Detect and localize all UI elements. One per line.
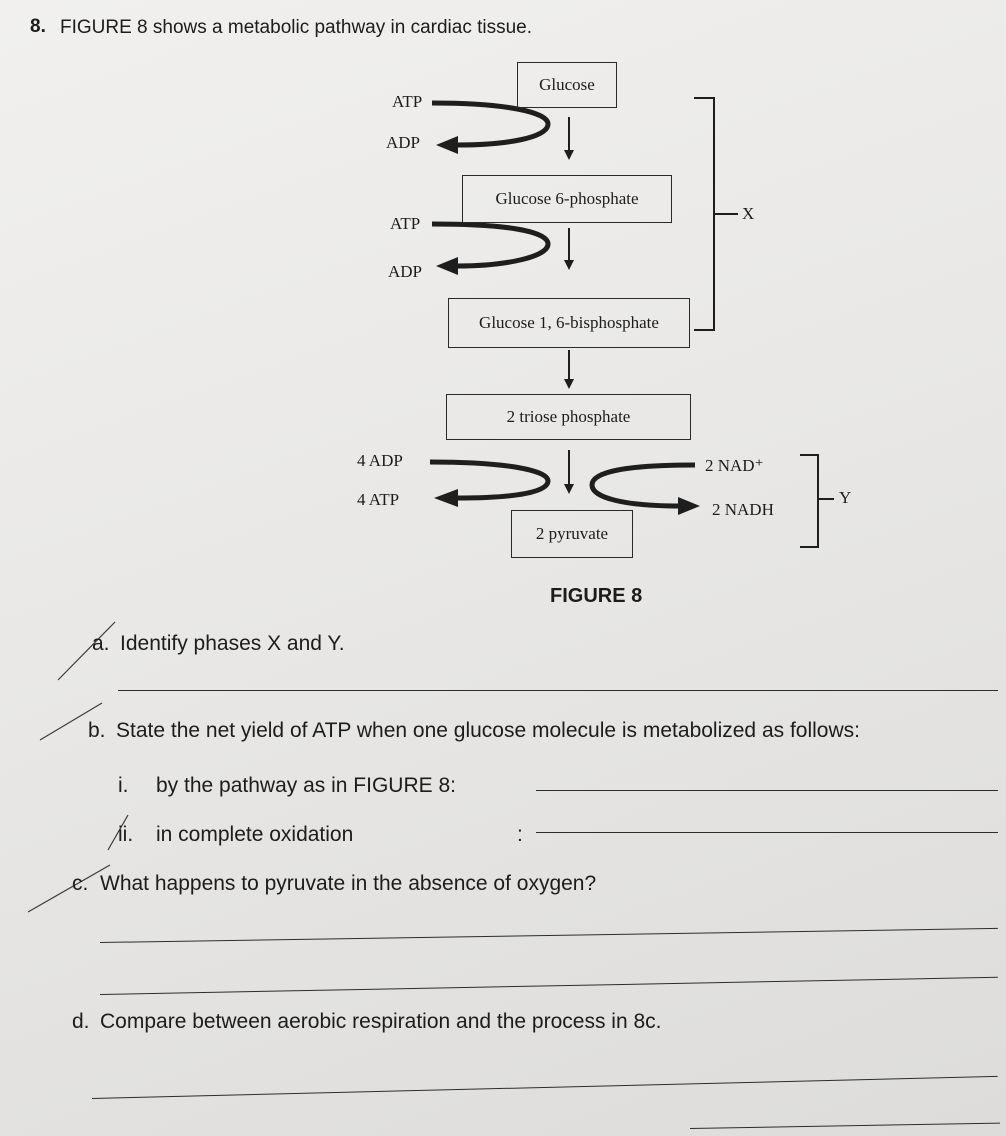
bracket-phase-y	[800, 455, 818, 547]
mark-part-c	[28, 865, 110, 912]
question-intro: FIGURE 8 shows a metabolic pathway in cardiac tissue.	[60, 17, 533, 38]
part-b-ii-colon: :	[517, 823, 523, 846]
box-triose-phosphate: 2 triose phosphate	[446, 394, 691, 440]
part-b-letter: b.	[88, 719, 106, 742]
box-glucose-6-phosphate: Glucose 6-phosphate	[462, 175, 672, 223]
part-b-ii-text: in complete oxidation	[156, 823, 354, 846]
label-4-adp: 4 ADP	[357, 451, 403, 470]
part-d-text: Compare between aerobic respiration and the process in 8c.	[100, 1010, 662, 1033]
figure-caption: FIGURE 8	[550, 585, 643, 607]
curved-arrow-atp-adp-1	[432, 103, 548, 145]
part-a-text: Identify phases X and Y.	[120, 632, 345, 655]
label-phase-y: Y	[839, 488, 852, 507]
part-b-i-numeral: i.	[118, 774, 129, 797]
part-c-text: What happens to pyruvate in the absence of oxygen?	[100, 872, 597, 895]
label-adp-1: ADP	[386, 133, 421, 152]
part-d-letter: d.	[72, 1010, 90, 1033]
box-glucose: Glucose	[517, 62, 617, 108]
curved-arrow-adp-atp-4	[430, 462, 548, 498]
box-glucose-1-6-bisphosphate: Glucose 1, 6-bisphosphate	[448, 298, 690, 348]
label-2-nad-plus: 2 NAD⁺	[705, 456, 764, 475]
label-4-atp: 4 ATP	[357, 490, 400, 509]
part-b-i-text: by the pathway as in FIGURE 8:	[156, 774, 456, 797]
question-number: 8.	[30, 16, 46, 37]
curved-arrow-atp-adp-2	[432, 224, 548, 266]
arrowhead-nadh	[678, 497, 700, 515]
part-c-letter: c.	[72, 872, 89, 895]
part-a-letter: a.	[92, 632, 110, 655]
label-atp-2: ATP	[390, 214, 421, 233]
part-b-text: State the net yield of ATP when one glucose molecule is metabolized as follows:	[116, 719, 860, 742]
label-atp-1: ATP	[392, 92, 423, 111]
answer-line-b-ii[interactable]	[536, 832, 998, 833]
label-2-nadh: 2 NADH	[712, 500, 774, 519]
arrowhead-adp-1	[436, 136, 458, 154]
arrowhead-adp-2	[436, 257, 458, 275]
label-adp-2: ADP	[388, 262, 423, 281]
arrowhead-atp-4	[434, 489, 458, 507]
answer-line-a[interactable]	[118, 690, 998, 691]
bracket-phase-x	[694, 98, 714, 330]
answer-line-b-i[interactable]	[536, 790, 998, 791]
box-pyruvate: 2 pyruvate	[511, 510, 633, 558]
label-phase-x: X	[742, 204, 755, 223]
part-b-ii-numeral: ii.	[118, 823, 134, 846]
